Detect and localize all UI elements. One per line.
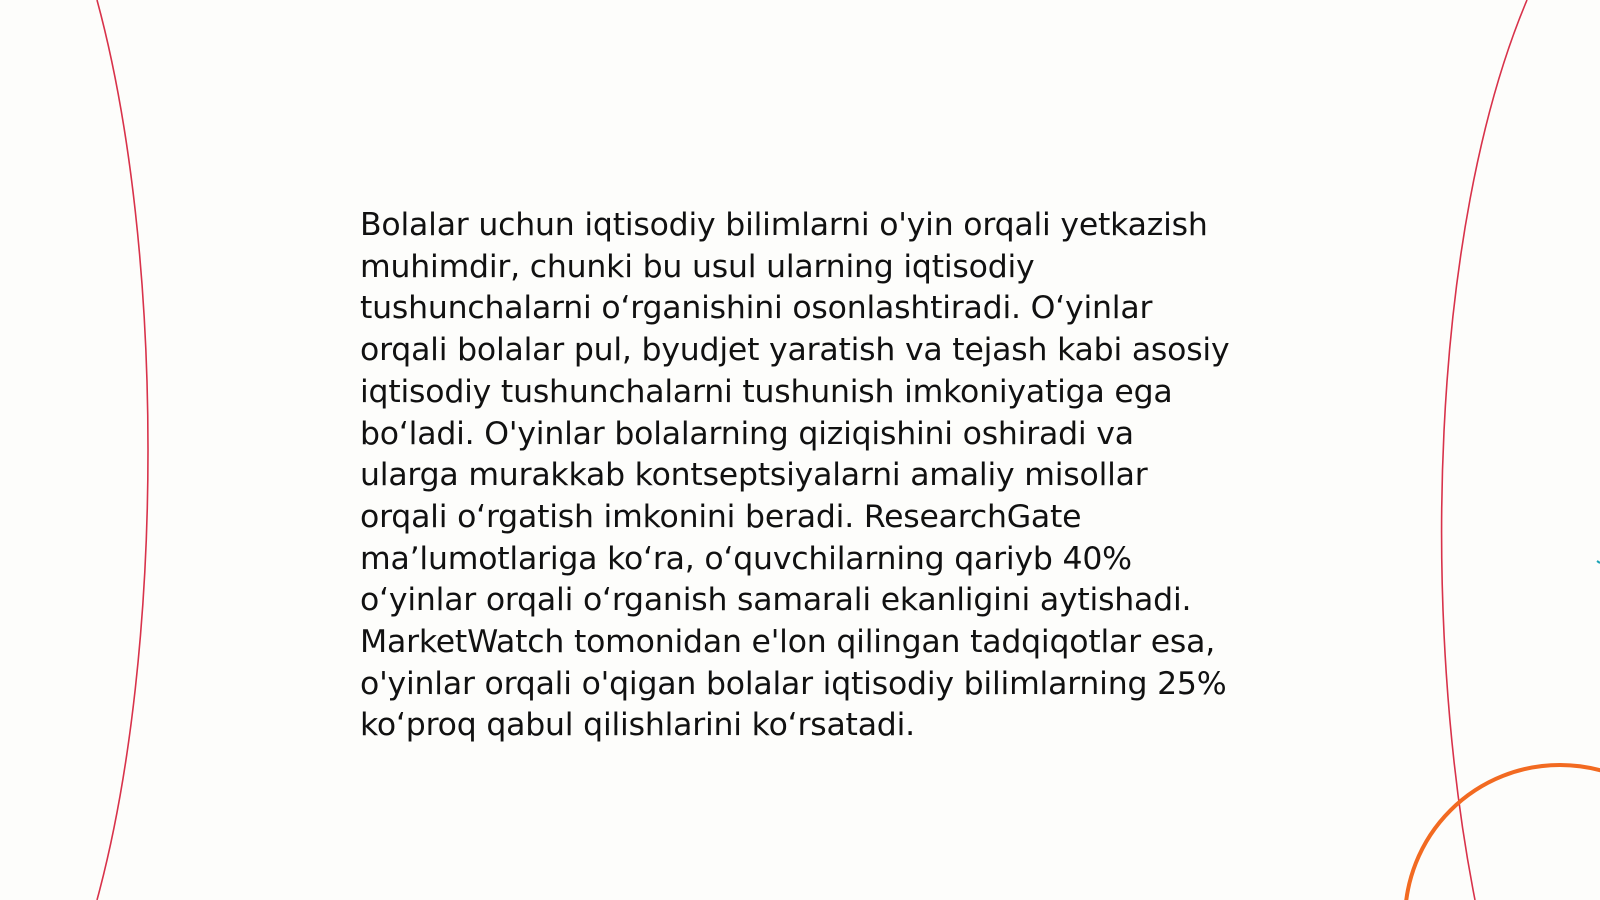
right-decorative-arc [1442, 0, 1527, 900]
orange-decorative-circle [1405, 765, 1600, 900]
slide-body-text: Bolalar uchun iqtisodiy bilimlarni o'yin orqali yetkazish muhimdir, chunki bu usul ularning iqtisodiy tushunchalarni o‘rganishini osonlashtiradi. O‘yinlar orqali bolalar pul, byudjet yaratish va tejash kabi asosiy iqtisodiy tushunchalarni tushunish imkoniyatiga ega bo‘ladi. O'yinlar bolalarning qiziqishini oshiradi va ularga murakkab kontseptsiyalarni amaliy misollar orqali o‘rgatish imkonini beradi. ResearchGate ma’lumotlariga ko‘ra, o‘quvchilarning qariyb 40% o‘yinlar orqali o‘rganish samarali ekanligini aytishadi. MarketWatch tomonidan e'lon qilingan tadqiqotlar esa, o'yinlar orqali o'qigan bolalar iqtisodiy bilimlarning 25% ko‘proq qabul qilishlarini ko‘rsatadi. [360, 207, 1230, 744]
left-decorative-arc [97, 0, 148, 900]
